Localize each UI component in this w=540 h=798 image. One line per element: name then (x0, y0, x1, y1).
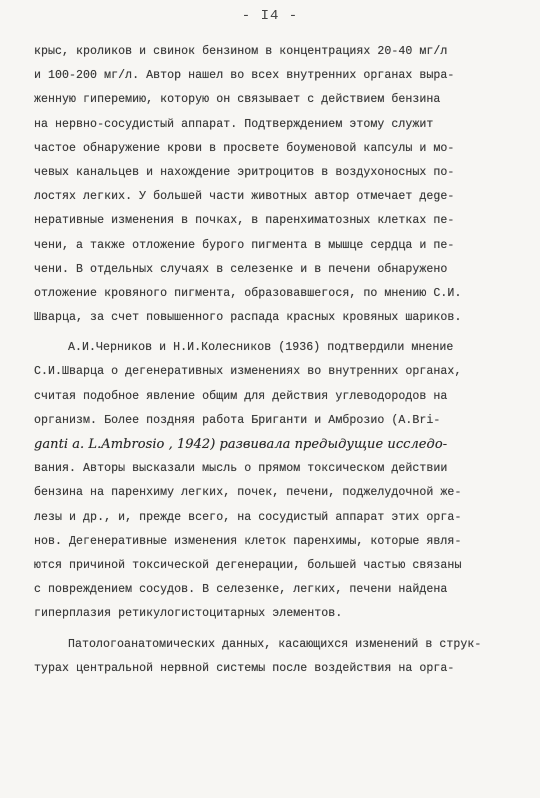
text-line: с повреждением сосудов. В селезенке, легких, печени найдена (34, 583, 448, 597)
body-text (34, 40, 514, 681)
text-line: чени, а также отложение бурого пигмента в мышце сердца и пе- (34, 238, 455, 252)
handwritten-line: ganti a. L.Ambrosio , 1942) развивала предыдущие исследо- (34, 437, 448, 452)
text-line: организм. Более поздняя работа Бриганти и Амброзио (A.Bri- (34, 413, 441, 427)
text-line: отложение кровяного пигмента, образовавшегося, по мнению С.И. (34, 286, 462, 300)
text-line: вания. Авторы высказали мысль о прямом токсическом действии (34, 462, 448, 476)
text-line: Патологоанатомических данных, касающихся изменений в струк- (68, 637, 482, 651)
text-line: на нервно-сосудистый аппарат. Подтверждением этому служит (34, 117, 434, 131)
text-line: чени. В отдельных случаях в селезенке и в печени обнаружено (34, 262, 448, 276)
text-line: лостях легких. У большей части животных автор отмечает дege- (34, 190, 455, 204)
text-line: ются причиной токсической дегенерации, большей частью связаны (34, 558, 462, 572)
text-line: турах центральной нервной системы после воздействия на орга- (34, 661, 455, 675)
text-line: гиперплазия ретикулогистоцитарных элементов. (34, 607, 343, 621)
text-line: чевых канальцев и нахождение эритроцитов в воздухоносных по- (34, 165, 455, 179)
text-line: частое обнаружение крови в просвете боуменовой капсулы и мо- (34, 141, 455, 155)
text-line: лезы и др., и, прежде всего, на сосудистый аппарат этих орга- (34, 510, 462, 524)
text-line: и 100-200 мг/л. Автор нашел во всех внутренних органах выра- (34, 69, 455, 83)
text-line: неративные изменения в почках, в паренхиматозных клетках пе- (34, 214, 455, 228)
text-line: считая подобное явление общим для действия углеводородов на (34, 389, 448, 403)
text-line: С.И.Шварца о дегенеративных изменениях во внутренних органах, (34, 365, 462, 379)
text-line: А.И.Черников и Н.И.Колесников (1936) подтвердили мнение (68, 341, 454, 355)
text-line: крыс, кроликов и свинок бензином в концентрациях 20-40 мг/л (34, 45, 448, 58)
page-number: - I4 - (241, 8, 299, 24)
text-line: бензина на паренхиму легких, почек, печени, поджелудочной же- (34, 486, 462, 500)
text-line: женную гиперемию, которую он связывает с действием бензина (34, 93, 441, 107)
text-line: нов. Дегенеративные изменения клеток паренхимы, которые явля- (34, 534, 462, 548)
text-line: Шварца, за счет повышенного распада красных кровяных шариков. (34, 311, 462, 325)
